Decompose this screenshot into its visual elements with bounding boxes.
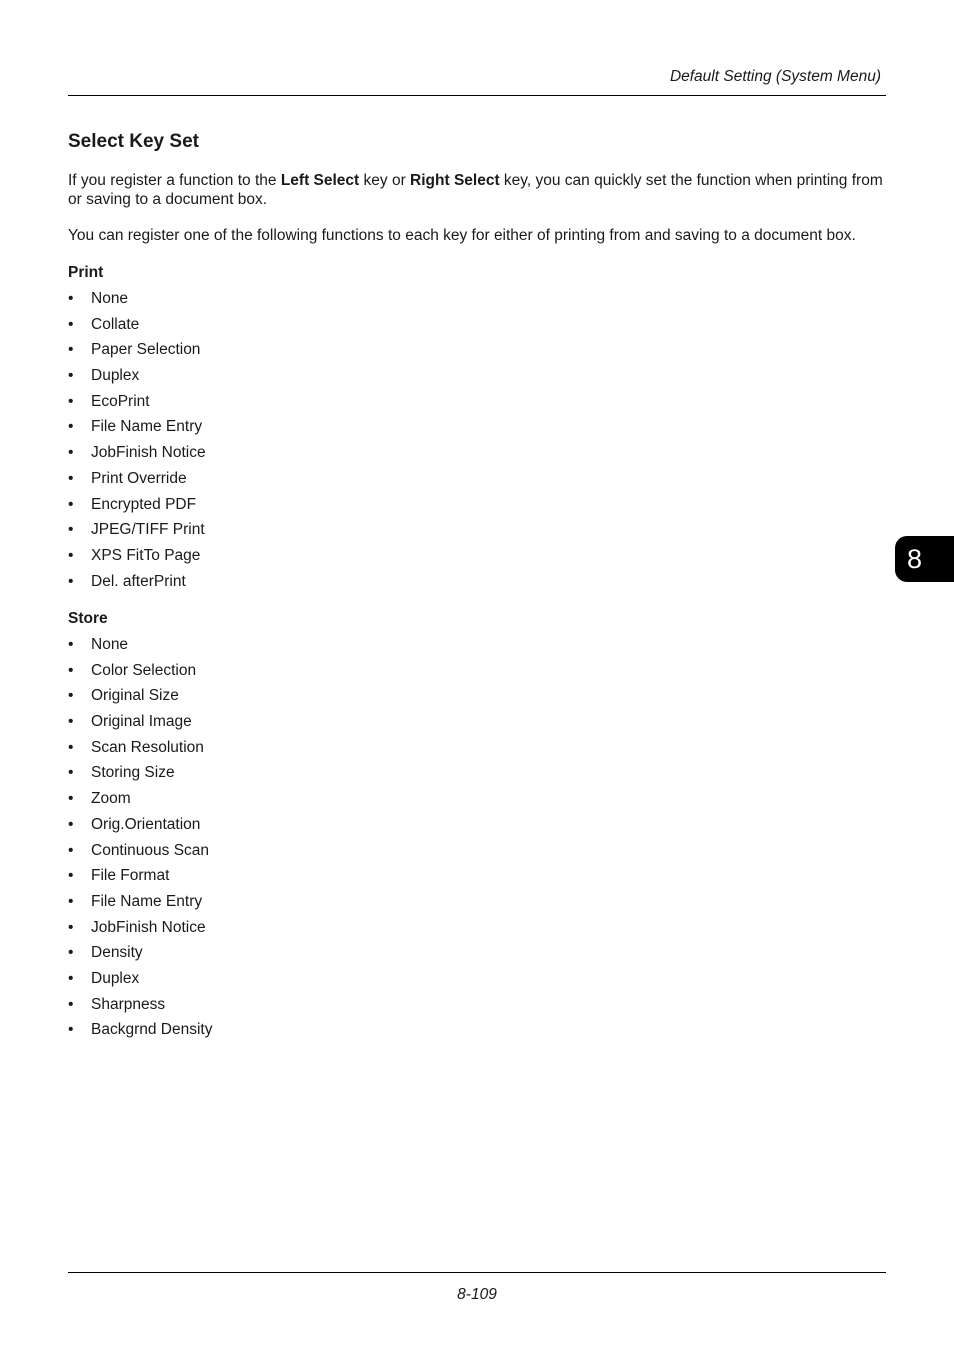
list-item-label: JPEG/TIFF Print	[91, 521, 205, 539]
intro-text-1: If you register a function to the	[68, 172, 281, 189]
list-item-label: JobFinish Notice	[91, 444, 206, 462]
bullet-icon: •	[68, 444, 74, 462]
bullet-icon: •	[68, 918, 74, 936]
bullet-icon: •	[68, 713, 74, 731]
left-select-key-name: Left Select	[280, 172, 360, 189]
bullet-icon: •	[68, 521, 74, 539]
footer-divider	[68, 1272, 886, 1273]
bullet-icon: •	[68, 367, 74, 385]
list-item-label: Encrypted PDF	[91, 495, 197, 513]
list-item-label: File Name Entry	[91, 892, 203, 910]
list-item-label: None	[91, 290, 129, 307]
register-paragraph: You can register one of the following functions to each key for either of printing from and saving to a document box.	[68, 227, 856, 244]
store-heading: Store	[68, 610, 108, 627]
bullet-icon: •	[68, 290, 74, 307]
bullet-icon: •	[68, 495, 74, 513]
list-item-label: Density	[91, 944, 143, 962]
section-title: Select Key Set	[68, 131, 199, 152]
intro-text-2: key or	[359, 172, 411, 189]
list-item-label: Duplex	[91, 969, 140, 987]
list-item-label: Backgrnd Density	[91, 1021, 213, 1039]
list-item-label: Orig.Orientation	[91, 815, 201, 833]
list-item-label: Print Override	[91, 469, 187, 487]
right-select-key-name: Right Select	[410, 172, 500, 189]
list-item-label: Scan Resolution	[91, 738, 204, 756]
list-item-label: Collate	[91, 315, 140, 333]
list-item-label: None	[91, 636, 129, 653]
bullet-icon: •	[68, 392, 74, 410]
intro-text-3: key, you can quickly set the function when printing from or saving to a document box.	[68, 172, 883, 208]
bullet-icon: •	[68, 892, 74, 910]
list-item-label: Duplex	[91, 367, 140, 385]
list-item-label: Paper Selection	[91, 341, 201, 359]
bullet-icon: •	[68, 738, 74, 756]
list-item-label: Sharpness	[91, 995, 166, 1013]
running-header: Default Setting (System Menu)	[669, 68, 881, 85]
list-item-label: Zoom	[91, 790, 131, 808]
list-item-label: Storing Size	[91, 764, 175, 782]
list-item-label: Original Size	[91, 687, 179, 705]
bullet-icon: •	[68, 815, 74, 833]
list-item-label: JobFinish Notice	[91, 918, 206, 936]
bullet-icon: •	[68, 944, 74, 962]
bullet-icon: •	[68, 841, 74, 859]
list-item-label: XPS FitTo Page	[91, 546, 201, 564]
list-item-label: Original Image	[91, 713, 192, 731]
list-item-label: Del. afterPrint	[91, 572, 186, 590]
bullet-icon: •	[68, 636, 74, 653]
bullet-icon: •	[68, 572, 74, 590]
bullet-icon: •	[68, 315, 74, 333]
page-number: 8-109	[457, 1286, 497, 1303]
list-item-label: EcoPrint	[91, 392, 150, 410]
print-heading: Print	[68, 264, 104, 281]
list-item-label: Color Selection	[91, 661, 197, 679]
bullet-icon: •	[68, 969, 74, 987]
bullet-icon: •	[68, 341, 74, 359]
bullet-icon: •	[68, 546, 74, 564]
bullet-icon: •	[68, 687, 74, 705]
bullet-icon: •	[68, 995, 74, 1013]
list-item-label: Continuous Scan	[91, 841, 210, 859]
bullet-icon: •	[68, 1021, 74, 1039]
bullet-icon: •	[68, 418, 74, 436]
intro-paragraph	[68, 171, 886, 209]
bullet-icon: •	[68, 790, 74, 808]
bullet-icon: •	[68, 661, 74, 679]
bullet-icon: •	[68, 469, 74, 487]
bullet-icon: •	[68, 867, 74, 885]
chapter-tab: 8	[895, 536, 954, 582]
list-item-label: File Name Entry	[91, 418, 203, 436]
header-divider	[68, 95, 886, 96]
bullet-icon: •	[68, 764, 74, 782]
list-item-label: File Format	[91, 867, 170, 885]
